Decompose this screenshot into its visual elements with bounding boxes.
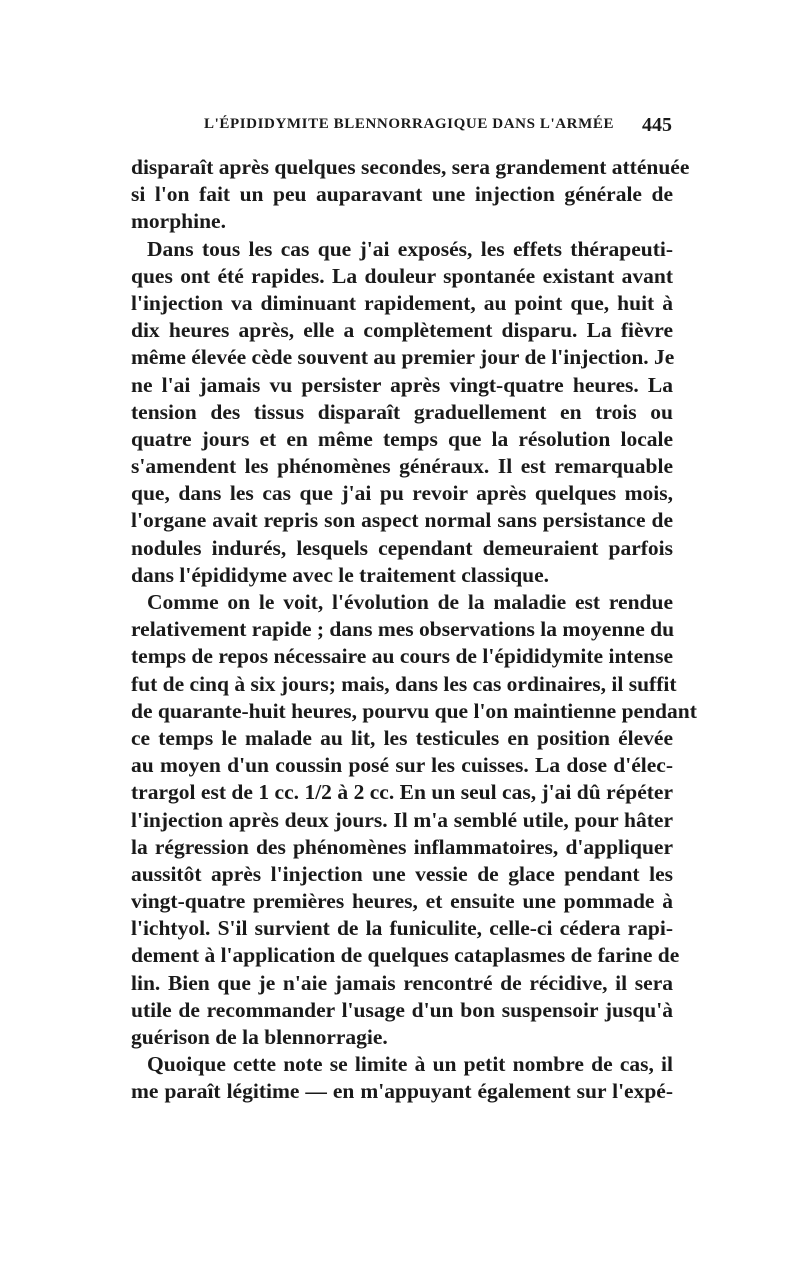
text-line: ques ont été rapides. La douleur spontanée existant avant (131, 263, 673, 288)
text-line: l'injection après deux jours. Il m'a semblé utile, pour hâter (131, 807, 673, 832)
body-text (131, 154, 697, 1106)
text-line: même élevée cède souvent au premier jour de l'injection. Je (131, 345, 675, 370)
text-line: quatre jours et en même temps que la résolution locale (131, 426, 673, 451)
text-line: aussitôt après l'injection une vessie de glace pendant les (131, 861, 673, 886)
running-header (132, 116, 672, 140)
text-line: que, dans les cas que j'ai pu revoir après quelques mois, (131, 481, 673, 506)
text-line: lin. Bien que je n'aie jamais rencontré de récidive, il sera (131, 970, 673, 995)
text-line: l'organe avait repris son aspect normal sans persistance de (131, 508, 673, 533)
text-line: dans l'épididyme avec le traitement classique. (131, 562, 550, 587)
text-line: ne l'ai jamais vu persister après vingt-quatre heures. La (131, 372, 673, 397)
text-line: dix heures après, elle a complètement disparu. La fièvre (131, 318, 673, 343)
running-title: L'ÉPIDIDYMITE BLENNORRAGIQUE DANS L'ARMÉE (204, 116, 615, 132)
text-line: s'amendent les phénomènes généraux. Il est remarquable (131, 454, 673, 479)
text-line: ce temps le malade au lit, les testicules en position élevée (131, 725, 673, 750)
text-line: la régression des phénomènes inflammatoires, d'appliquer (131, 834, 673, 859)
text-line: dement à l'application de quelques cataplasmes de farine de (131, 943, 680, 968)
text-line: au moyen d'un coussin posé sur les cuisses. La dose d'élec- (131, 753, 673, 778)
text-line: vingt-quatre premières heures, et ensuite une pommade à (131, 889, 673, 914)
page-number: 445 (642, 114, 672, 136)
text-line: l'ichtyol. S'il survient de la funiculite, celle-ci cédera rapi- (131, 916, 673, 941)
text-line: me paraît légitime — en m'appuyant également sur l'expé- (131, 1079, 673, 1104)
paragraph-start-line: Comme on le voit, l'évolution de la maladie est rendue (147, 590, 673, 614)
text-line: l'injection va diminuant rapidement, au point que, huit à (131, 290, 673, 315)
text-line: temps de repos nécessaire au cours de l'épididymite intense (131, 644, 673, 669)
text-line: utile de recommander l'usage d'un bon suspensoir jusqu'à (131, 997, 673, 1022)
text-line: de quarante-huit heures, pourvu que l'on maintienne pendant (131, 698, 697, 723)
text-line: morphine. (131, 209, 226, 234)
text-line: disparaît après quelques secondes, sera grandement atténuée (131, 155, 690, 179)
text-line: relativement rapide ; dans mes observations la moyenne du (131, 617, 675, 642)
text-line: si l'on fait un peu auparavant une injection générale de (131, 182, 673, 207)
text-line: guérison de la blennorragie. (131, 1025, 388, 1049)
text-line: nodules indurés, lesquels cependant demeuraient parfois (131, 535, 673, 560)
text-line: trargol est de 1 cc. 1/2 à 2 cc. En un seul cas, j'ai dû répéter (131, 780, 673, 805)
text-line: fut de cinq à six jours; mais, dans les cas ordinaires, il suffit (131, 671, 677, 696)
text-line: tension des tissus disparaît graduellement en trois ou (131, 399, 673, 424)
paragraph-start-line: Dans tous les cas que j'ai exposés, les effets thérapeuti- (147, 236, 673, 261)
paragraph-start-line: Quoique cette note se limite à un petit nombre de cas, il (147, 1052, 673, 1077)
